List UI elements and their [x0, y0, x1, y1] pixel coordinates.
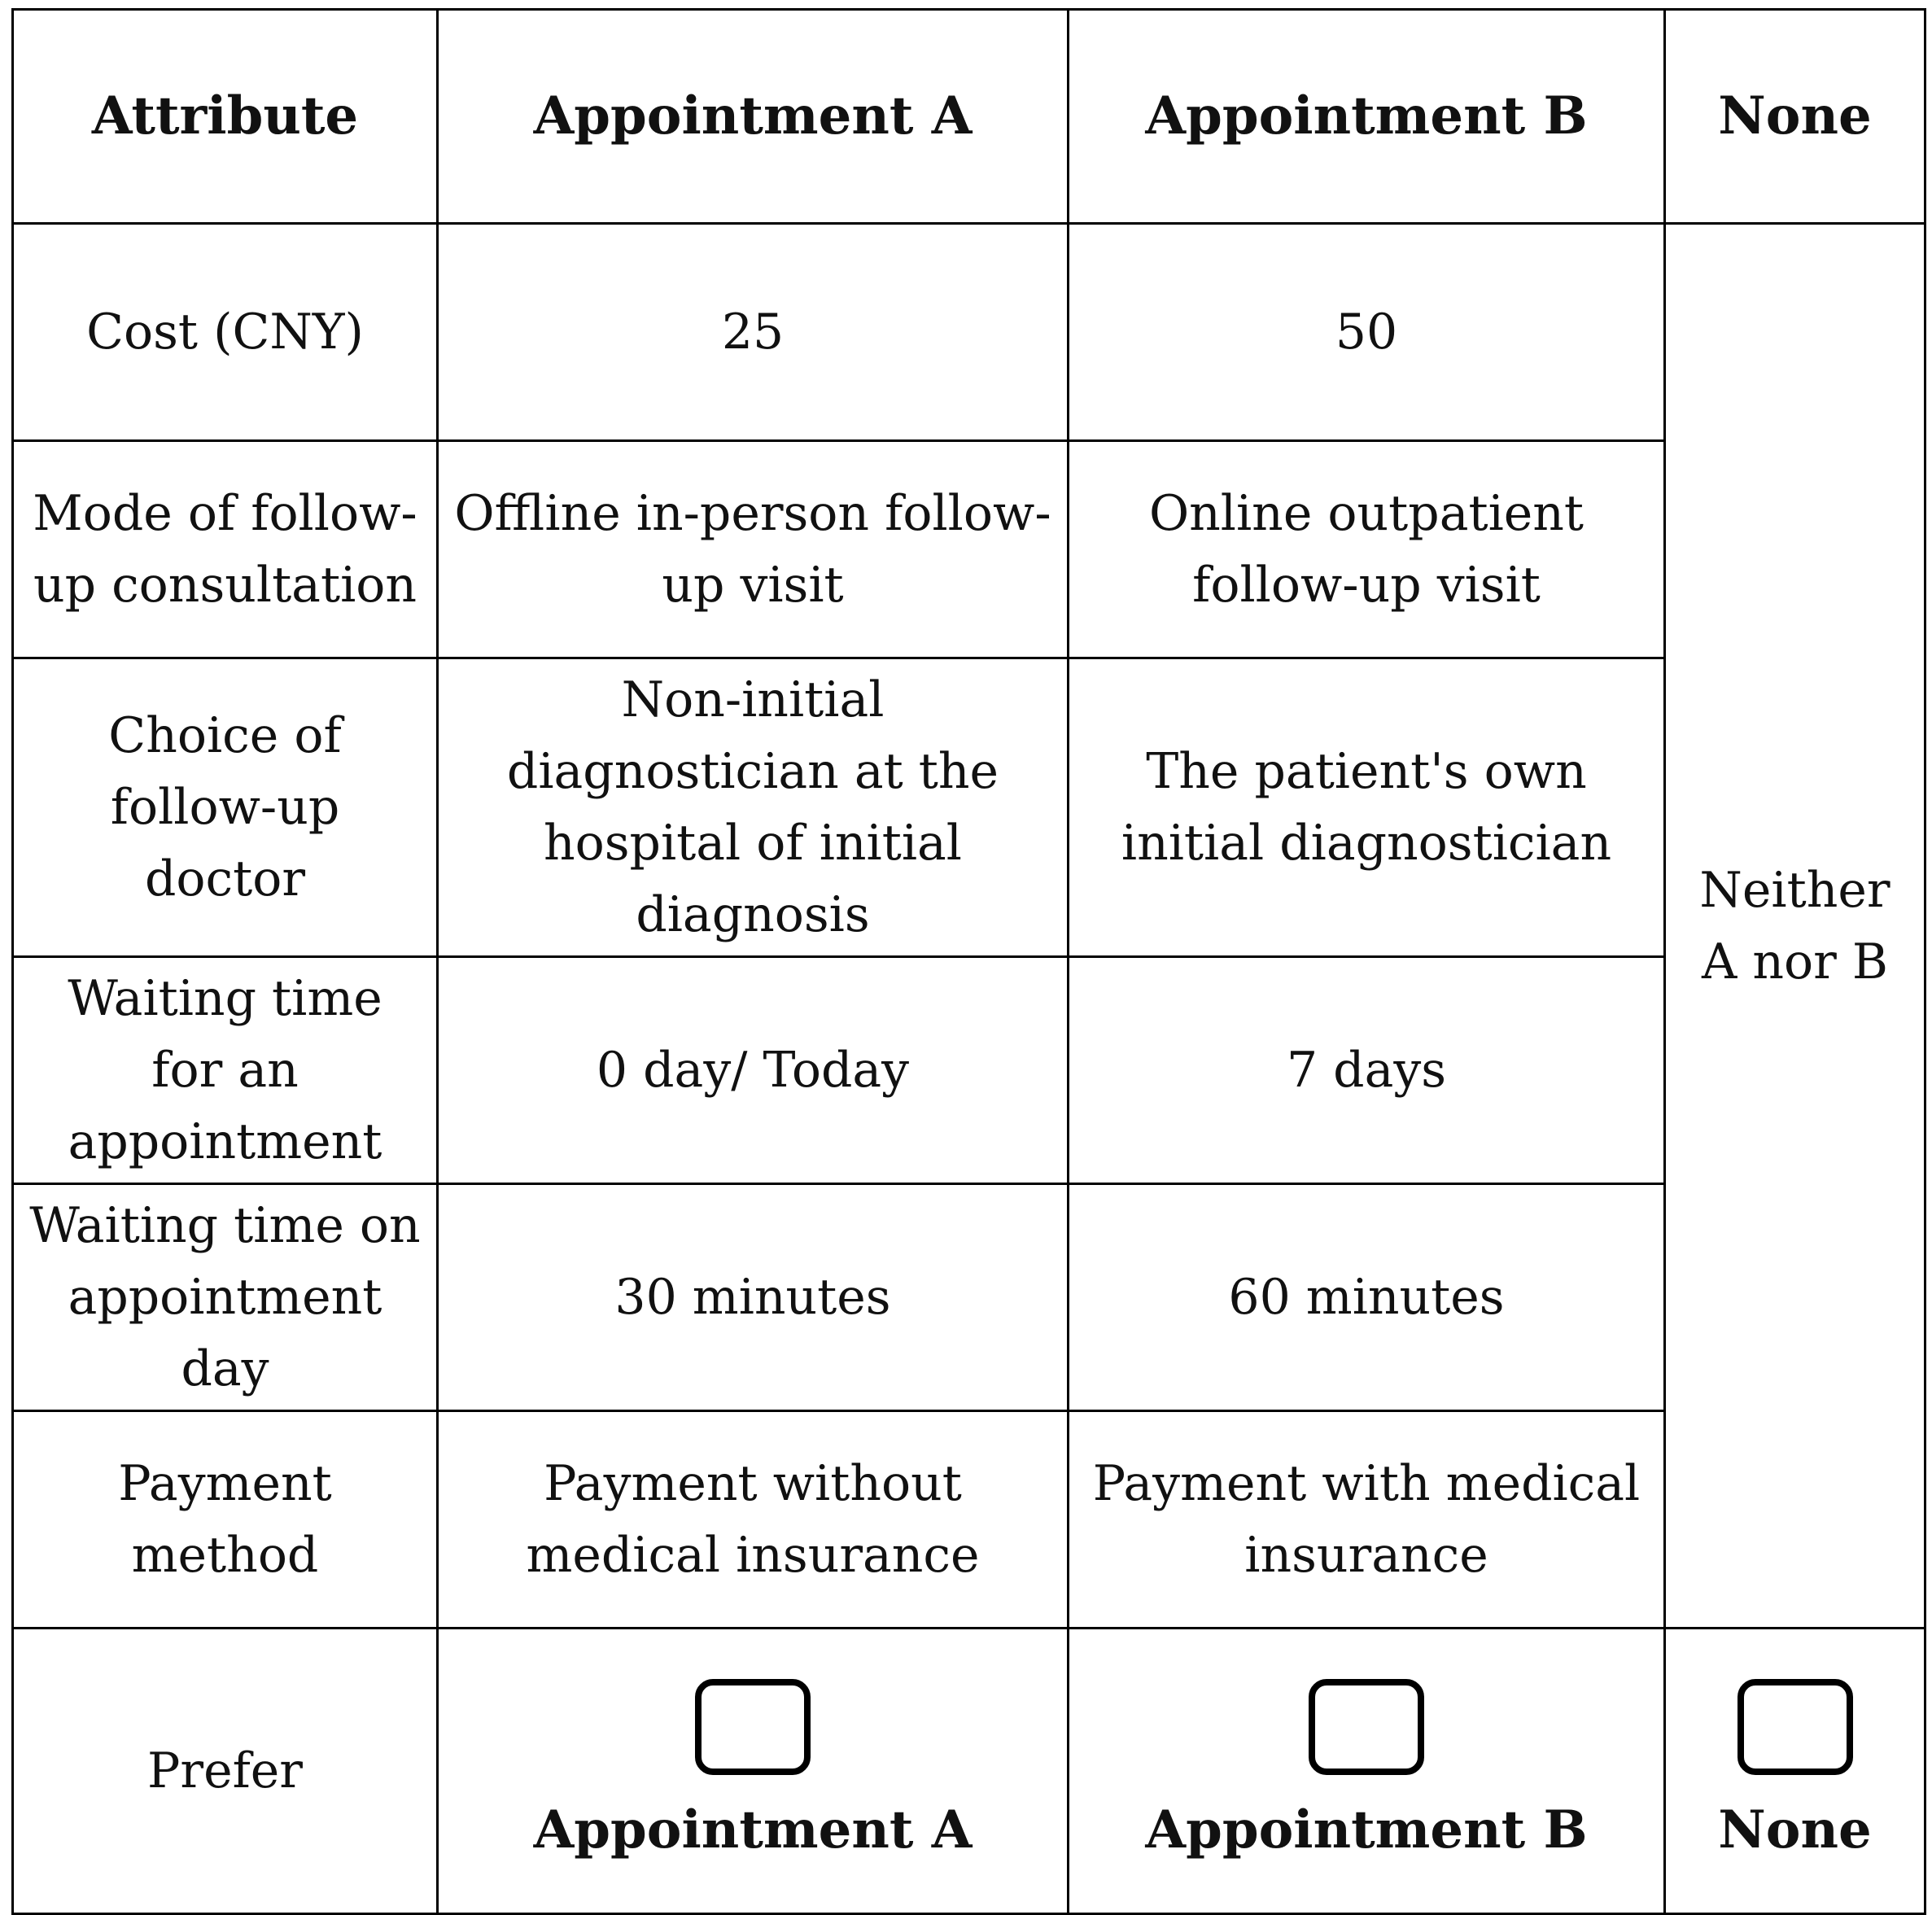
- table-row: [13, 224, 1925, 441]
- appointment-b-cell: 60 minutes: [1069, 1184, 1665, 1411]
- table-row: [13, 441, 1925, 658]
- table-row: [13, 1184, 1925, 1411]
- prefer-row: [13, 1629, 1925, 1914]
- checkbox-none[interactable]: [1737, 1679, 1853, 1775]
- table-row: [13, 658, 1925, 957]
- appointment-a-cell: Non-initial diagnostician at the hospital of initial diagnosis: [438, 658, 1069, 957]
- header-appointment-a: Appointment A: [438, 10, 1069, 224]
- appointment-a-cell: Offline in-person follow-up visit: [438, 441, 1069, 658]
- checkbox-appointment-a[interactable]: [695, 1679, 811, 1775]
- option-a-group: [453, 1679, 1052, 1863]
- appointment-b-cell: 7 days: [1069, 957, 1665, 1184]
- prefer-label: Prefer: [13, 1629, 438, 1914]
- appointment-b-cell: Online outpatient follow-up visit: [1069, 441, 1665, 658]
- option-a-label: Appointment A: [533, 1799, 973, 1860]
- none-cell: Neither A nor B: [1665, 224, 1925, 1629]
- header-appointment-b: Appointment B: [1069, 10, 1665, 224]
- appointment-a-cell: 30 minutes: [438, 1184, 1069, 1411]
- header-attribute: Attribute: [13, 10, 438, 224]
- checkbox-appointment-b[interactable]: [1309, 1679, 1424, 1775]
- attribute-cell: Choice of follow-up doctor: [13, 658, 438, 957]
- appointment-b-cell: The patient's own initial diagnostician: [1069, 658, 1665, 957]
- header-none: None: [1665, 10, 1925, 224]
- appointment-a-cell: 0 day/ Today: [438, 957, 1069, 1184]
- appointment-b-cell: Payment with medical insurance: [1069, 1411, 1665, 1629]
- appointment-a-cell: Payment without medical insurance: [438, 1411, 1069, 1629]
- option-b-group: [1084, 1679, 1649, 1863]
- appointment-a-cell: 25: [438, 224, 1069, 441]
- attribute-cell: Waiting time on appointment day: [13, 1184, 438, 1411]
- attribute-cell: Waiting time for an appointment: [13, 957, 438, 1184]
- prefer-option-a: [438, 1629, 1069, 1914]
- appointment-b-cell: 50: [1069, 224, 1665, 441]
- attribute-cell: Cost (CNY): [13, 224, 438, 441]
- option-none-label: None: [1718, 1799, 1872, 1860]
- attribute-cell: Payment method: [13, 1411, 438, 1629]
- option-b-label: Appointment B: [1145, 1799, 1588, 1860]
- table-row: [13, 957, 1925, 1184]
- table-row: [13, 1411, 1925, 1629]
- prefer-option-b: [1069, 1629, 1665, 1914]
- choice-set-table: [11, 8, 1926, 1915]
- header-row: [13, 10, 1925, 224]
- option-none-group: [1681, 1679, 1909, 1863]
- attribute-cell: Mode of follow-up consultation: [13, 441, 438, 658]
- prefer-option-none: [1665, 1629, 1925, 1914]
